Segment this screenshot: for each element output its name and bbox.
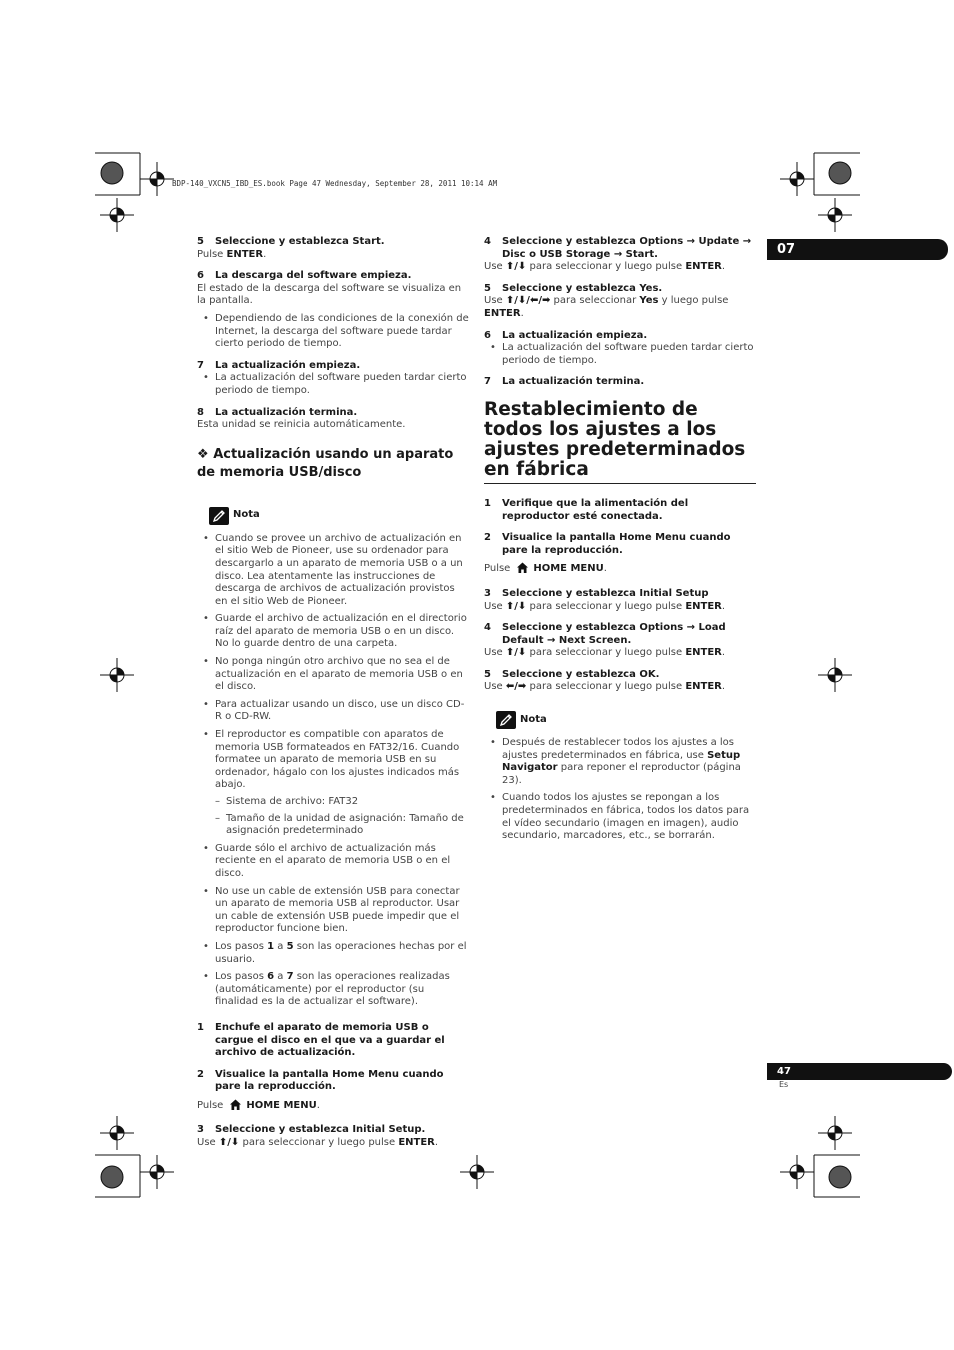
list-item: • Los pasos 6 a 7 son las operaciones realizadas (automáticamente) por el reproductor (su finalidad es la de actualizar el software).: [197, 971, 469, 1009]
list-item: • No use un cable de extensión USB para conectar un aparato de memoria USB al reproductor. Usar un cable de extensión USB puede impedir que el reproductor funcione bien.: [197, 886, 469, 936]
nota-list-right: [484, 737, 756, 843]
reset-step-4-heading: 4 Seleccione y establezca Options → Load Default → Next Screen.: [484, 622, 726, 646]
list-item: • Cuando todos los ajustes se repongan a los predeterminados en fábrica, todos los datos para el vídeo secundario (imagen en imagen), audio secundario, marcadores, etc., se borrarán.: [484, 792, 756, 842]
up-down-arrow-icon: ⬆/⬇: [505, 600, 527, 612]
step-8-heading: 8 La actualización termina.: [197, 406, 358, 418]
step-8-body: Esta unidad se reinicia automáticamente.: [197, 419, 406, 431]
file-info-header: BDP-140_VXCN5_IBD_ES.book Page 47 Wednesday, September 28, 2011 10:14 AM: [172, 179, 498, 188]
step-6-heading: 6 La actualización empieza.: [484, 329, 648, 341]
step-6-bullets: [197, 313, 469, 351]
up-down-arrow-icon: ⬆/⬇: [505, 261, 527, 273]
left-column: [197, 236, 469, 1150]
step-5-heading: 5 Seleccione y establezca Yes.: [484, 282, 663, 294]
fat32-settings-list: [215, 796, 469, 838]
step-7-bullets: [197, 372, 469, 397]
step-5-heading: 5 Seleccione y establezca Start.: [197, 236, 385, 247]
step-6-body: El estado de la descarga del software se visualiza en la pantalla.: [197, 282, 462, 307]
up-down-arrow-icon: ⬆/⬇: [505, 647, 527, 659]
step-4-body: Use ⬆/⬇ para seleccionar y luego pulse ENTER.: [484, 261, 726, 273]
home-icon: [516, 561, 529, 579]
nota-label-left: Nota: [209, 507, 469, 525]
step-7-heading: 7 La actualización empieza.: [197, 359, 361, 371]
step-5-body: Use ⬆/⬇/⬅/➡ para seleccionar Yes y luego pulse ENTER.: [484, 295, 729, 319]
list-item: • No ponga ningún otro archivo que no sea el de actualización en el aparato de memoria USB o en el disco.: [197, 656, 469, 694]
list-item: • Para actualizar usando un disco, use un disco CD-R o CD-RW.: [197, 699, 469, 724]
left-right-arrow-icon: ⬅/➡: [505, 681, 527, 693]
up-down-arrow-icon: ⬆/⬇: [218, 1137, 240, 1149]
list-item: • Guarde sólo el archivo de actualización más reciente en el aparato de memoria USB o en el disco.: [197, 843, 469, 881]
list-item: • La actualización del software pueden tardar cierto periodo de tiempo.: [197, 372, 469, 397]
pencil-note-icon: [209, 507, 229, 525]
right-column: [484, 236, 756, 848]
factory-reset-heading: Restablecimiento de todos los ajustes a los ajustes predeterminados en fábrica: [484, 400, 756, 484]
reset-step-1-heading: 1 Verifique que la alimentación del reproductor esté conectada.: [484, 497, 689, 522]
reset-step-3-body: Use ⬆/⬇ para seleccionar y luego pulse ENTER.: [484, 600, 726, 612]
usb-step-3-body: Use ⬆/⬇ para seleccionar y luego pulse ENTER.: [197, 1137, 439, 1149]
list-item: – Sistema de archivo: FAT32: [215, 796, 469, 809]
step-4-heading: 4 Seleccione y establezca Options → Update → Disc o USB Storage → Start.: [484, 236, 752, 260]
home-icon: [229, 1098, 242, 1116]
nota-label-right: Nota: [496, 711, 756, 729]
nota-list-left: [197, 533, 469, 1009]
list-item: • El reproductor es compatible con aparatos de memoria USB formateados en FAT32/16. Cuando formatee un aparato de memoria USB en su ordenador, hágalo con los ajustes indicados más abajo. – Sistema de archivo: FAT32 – Tamaño de la unidad de asignación: Tamaño de asignación predeterminado: [197, 729, 469, 838]
page-number: 47: [767, 1063, 952, 1080]
reset-step-3-heading: 3 Seleccione y establezca Initial Setup: [484, 587, 709, 599]
list-item: • Después de restablecer todos los ajustes a los ajustes predeterminados en fábrica, use Setup Navigator para reponer el reproductor (página 23).: [484, 737, 756, 787]
list-item: • Cuando se provee un archivo de actualización en el sitio Web de Pioneer, use su ordenador para descargarlo a un aparato de memoria USB o a un disco. Lea atentamente las instrucciones de descarga de archivos de actualización provistos en el sitio Web de Pioneer.: [197, 533, 469, 609]
reset-step-5-body: Use ⬅/➡ para seleccionar y luego pulse ENTER.: [484, 681, 726, 693]
reset-step-2-body: Pulse HOME MENU.: [484, 561, 756, 579]
list-item: • Los pasos 1 a 5 son las operaciones hechas por el usuario.: [197, 941, 469, 966]
step-7-heading: 7 La actualización termina.: [484, 376, 645, 388]
usb-update-subheading: ❖ Actualización usando un aparato de memoria USB/disco: [197, 446, 454, 480]
usb-step-3-heading: 3 Seleccione y establezca Initial Setup.: [197, 1124, 426, 1136]
step-6-heading: 6 La descarga del software empieza.: [197, 270, 412, 282]
usb-step-2-body: Pulse HOME MENU.: [197, 1098, 469, 1116]
step-5-body: Pulse ENTER.: [197, 248, 267, 260]
reset-step-4-body: Use ⬆/⬇ para seleccionar y luego pulse ENTER.: [484, 647, 726, 659]
reset-step-2-heading: 2 Visualice la pantalla Home Menu cuando pare la reproducción.: [484, 532, 731, 556]
diamond-icon: ❖: [197, 446, 214, 462]
four-way-arrow-icon: ⬆/⬇/⬅/➡: [505, 295, 551, 307]
usb-step-1-heading: 1 Enchufe el aparato de memoria USB o cargue el disco en el que va a guardar el archivo de actualización.: [197, 1021, 445, 1059]
language-code: Es: [779, 1080, 789, 1089]
chapter-tab: 07: [767, 239, 948, 260]
list-item: – Tamaño de la unidad de asignación: Tamaño de asignación predeterminado: [215, 813, 469, 838]
usb-step-2-heading: 2 Visualice la pantalla Home Menu cuando pare la reproducción.: [197, 1068, 444, 1093]
pencil-note-icon: [496, 711, 516, 729]
list-item: • Dependiendo de las condiciones de la conexión de Internet, la descarga del software puede tardar cierto periodo de tiempo.: [197, 313, 469, 351]
reset-step-5-heading: 5 Seleccione y establezca OK.: [484, 668, 660, 680]
list-item: • Guarde el archivo de actualización en el directorio raíz del aparato de memoria USB o en un disco. No lo guarde dentro de una carpeta.: [197, 613, 469, 651]
step-6-bullets: [484, 342, 756, 367]
list-item: • La actualización del software pueden tardar cierto periodo de tiempo.: [484, 342, 756, 367]
